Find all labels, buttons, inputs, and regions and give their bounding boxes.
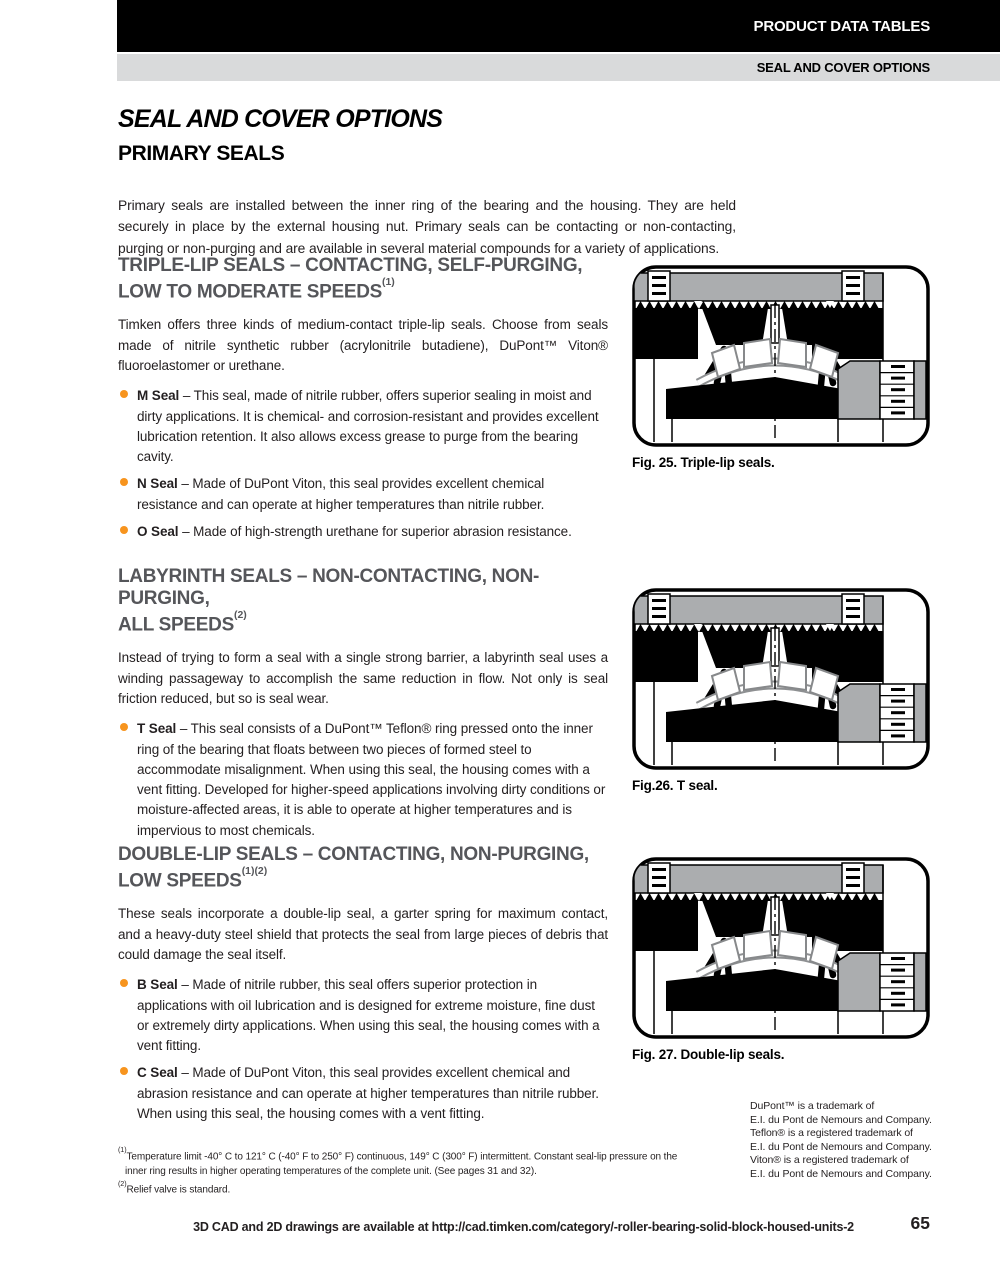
figure-caption: Fig. 27. Double-lip seals. [632,1047,785,1062]
list-item-o-seal: O Seal – Made of high-strength urethane for superior abrasion resistance. [118,522,608,542]
header-bar [117,0,1000,52]
page-subtitle: PRIMARY SEALS [118,141,285,165]
section-body: These seals incorporate a double-lip seal, a garter spring for maximum contact, and a heavy-duty steel shield that protects the seal from large pieces of debris that could damage the seal itself. [118,906,608,962]
section-body: Timken offers three kinds of medium-contact triple-lip seals. Choose from seals made of nitrile synthetic rubber (acrylonitrile butadiene), DuPont™ Viton® fluoroelastomer or urethane. [118,317,608,373]
trademark-line: E.I. du Pont de Nemours and Company. [750,1167,932,1180]
page-title: SEAL AND COVER OPTIONS [118,105,443,133]
section-heading: DOUBLE-LIP SEALS – CONTACTING, NON-PURGING, LOW $SPEEDS^{(1)(2)}$ [118,844,589,892]
trademark-block [750,1100,950,1182]
heading-footnote-ref: (1) [382,276,395,288]
title-block [118,106,738,165]
bearing-cross-section-drawing [632,588,930,770]
list-item-b-seal: B Seal – Made of nitrile rubber, this seal offers superior protection in applications with oil lubrication and is designed for extreme moisture, fine dust or extremely dirty applications. When using this seal, the housing comes with a vent fitting. [118,975,608,1056]
figure-caption: Fig.26. T seal. [632,778,718,793]
section-double-lip-seals [118,844,608,1131]
footnotes [118,1146,698,1198]
figure-caption: Fig. 25. Triple-lip seals. [632,455,775,470]
bullet-icon [120,979,128,987]
trademark-line: Viton® is a registered trademark of [750,1154,909,1167]
page-number: 65 [910,1213,930,1233]
list-item-n-seal: N Seal – Made of DuPont Viton, this seal provides excellent chemical resistance and can operate at higher temperatures than nitrile rubber. [118,474,608,515]
bullet-icon [120,390,128,398]
heading-footnote-ref: (1)(2) [241,865,268,877]
footnote-1: $^{(1)}$Temperature limit -40° C to 121° C (-40° F to 250° F) continuous, 149° C (300° F) intermittent. Constant seal-lip pressure on the inner ring results in higher operating temperatures of the complete unit. (See pages 31 and 32). [118,1145,678,1177]
subheader-bar-label: SEAL AND COVER OPTIONS [756,60,930,75]
bearing-cross-section-drawing [632,857,930,1039]
heading-footnote-ref: (2) [233,609,247,621]
section-labyrinth-seals [118,566,608,848]
list-item-t-seal: T Seal – This seal consists of a DuPont™ Teflon® ring pressed onto the inner ring of the bearing that floats between two pieces of formed steel to accommodate misalignment. When using this seal, the housing comes with a vent fitting. Developed for higher-speed applications involving dirty conditions or moisture-affected areas, it is able to operate at higher temperatures and is impervious to most chemicals. [118,719,608,841]
trademark-line: E.I. du Pont de Nemours and Company. [750,1113,932,1126]
figure-t-seal [632,588,930,793]
subheader-bar [117,54,1000,81]
bullet-icon [120,723,128,731]
seal-list [118,386,608,542]
seal-list [118,719,608,841]
footer-cad-note: 3D CAD and 2D drawings are available at http://cad.timken.com/category/-roller-bearing-solid-block-housed-units-2 [193,1220,854,1234]
section-triple-lip-seals [118,255,608,549]
figure-double-lip-seals [632,857,930,1062]
intro-paragraph: Primary seals are installed between the inner ring of the bearing and the housing. They are held securely in place by the external housing nut. Primary seals can be contacting or non-contacting, purging or non-purging and are available in several material compounds for a variety of applications. [118,197,736,256]
footnote-2: $^{(2)}$Relief valve is standard. [118,1178,231,1196]
trademark-line: DuPont™ is a trademark of [750,1100,875,1112]
list-item-m-seal: M Seal – This seal, made of nitrile rubber, offers superior sealing in moist and dirty applications. It is chemical- and corrosion-resistant and provides excellent lubrication retention. It also allows excess grease to purge from the bearing cavity. [118,386,608,467]
section-body: Instead of trying to form a seal with a single strong barrier, a labyrinth seal uses a winding passageway to accomplish the same reduction in flow. Not only is seal friction reduced, but so is seal wear. [118,650,608,706]
bullet-icon [120,526,128,534]
bullet-icon [120,1067,128,1075]
trademark-line: E.I. du Pont de Nemours and Company. [750,1140,932,1153]
section-heading: LABYRINTH SEALS – NON-CONTACTING, NON-PURGING, ALL SPEEDS$^{(2)}$ [118,566,540,636]
trademark-line: Teflon® is a registered trademark of [750,1127,913,1140]
seal-list [118,975,608,1124]
bearing-cross-section-drawing [632,265,930,447]
header-bar-label: PRODUCT DATA TABLES [753,17,930,35]
bullet-icon [120,478,128,486]
section-heading: TRIPLE-LIP SEALS – CONTACTING, SELF-PURGING, LOW TO MODERATE SPEEDS$^{(1)}$ [118,255,583,303]
figure-triple-lip-seals [632,265,930,470]
list-item-c-seal: C Seal – Made of DuPont Viton, this seal provides excellent chemical and abrasion resistance and can operate at higher temperatures than nitrile rubber. When using this seal, the housing comes with a vent fitting. [118,1063,608,1124]
